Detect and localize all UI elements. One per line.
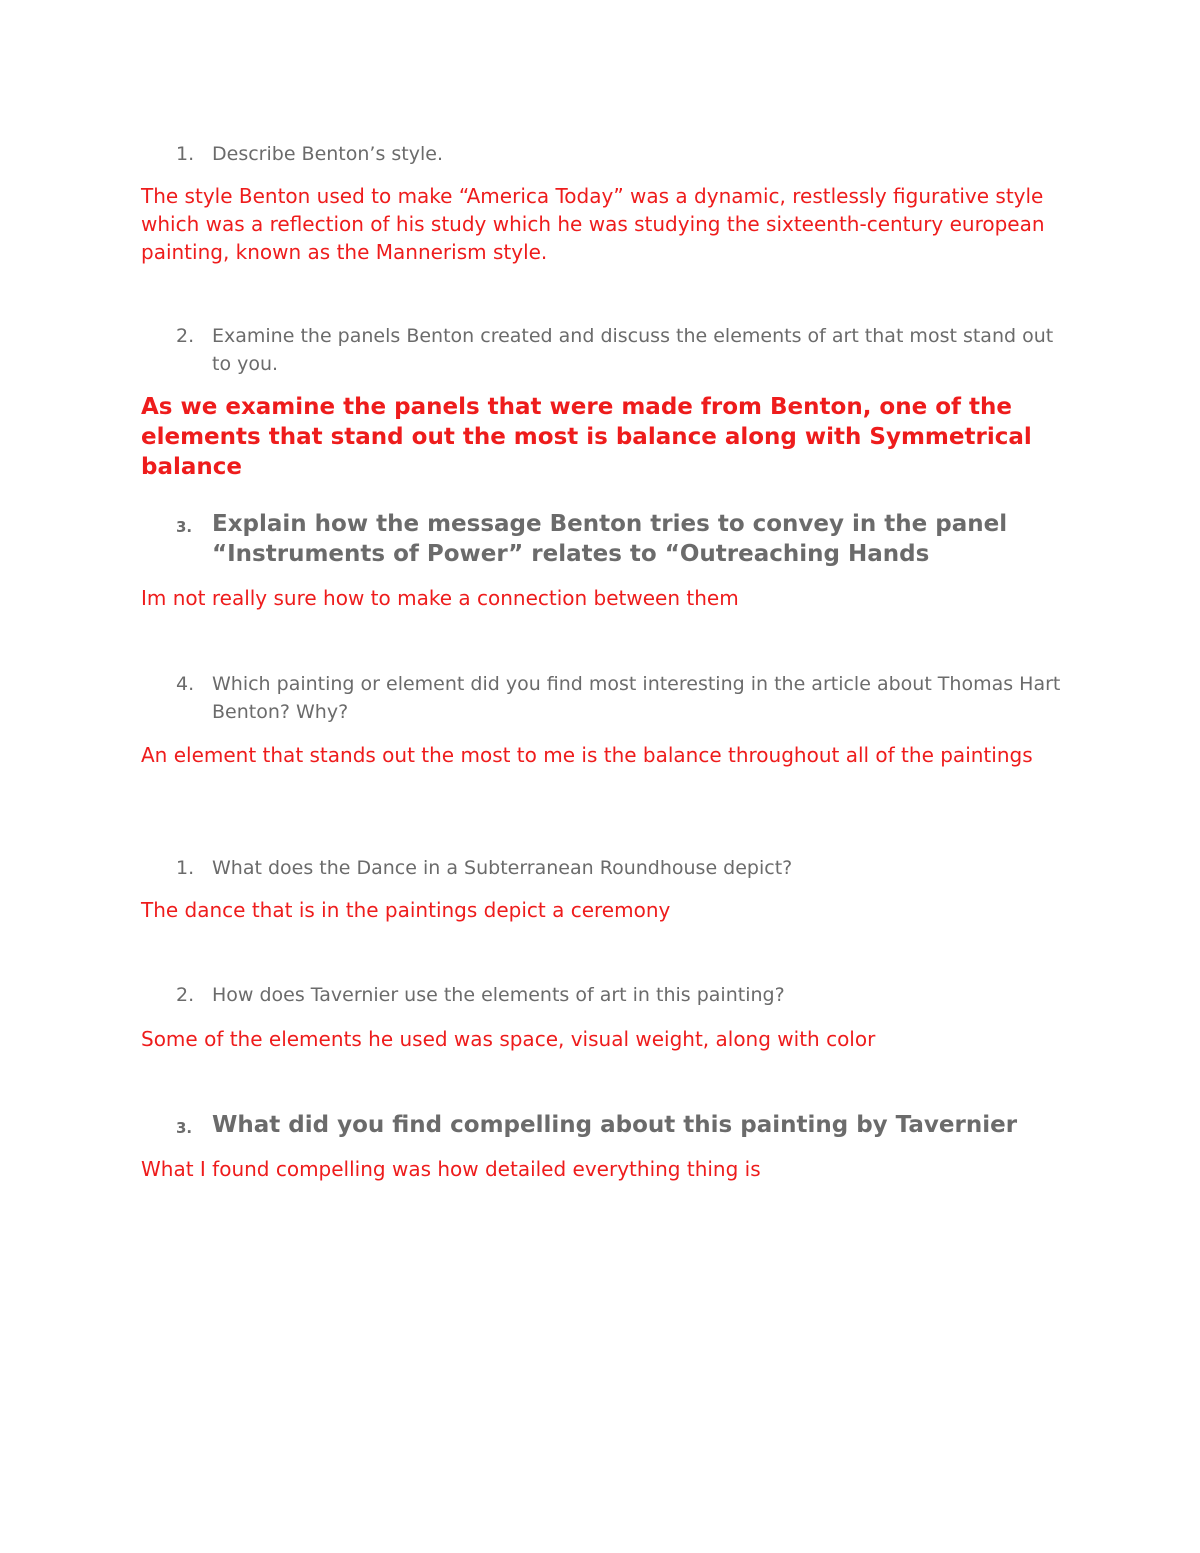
question-7 [176, 1110, 1076, 1140]
question-text: Explain how the message Benton tries to convey in the panel “Instruments of Power” relates to “Outreaching Hands [212, 511, 1008, 567]
question-1 [176, 140, 1076, 168]
answer-7: What I found compelling was how detailed everything thing is [141, 1157, 761, 1181]
question-number: 2. [176, 325, 195, 347]
question-5 [176, 854, 1076, 882]
question-2 [176, 322, 1076, 378]
question-number: 1. [176, 143, 195, 165]
question-text: What did you find compelling about this painting by Tavernier [212, 1112, 1018, 1138]
question-6 [176, 981, 1076, 1009]
question-4 [176, 670, 1076, 726]
question-number: 3. [176, 1119, 193, 1137]
question-number: 1. [176, 857, 195, 879]
question-number: 2. [176, 984, 195, 1006]
question-text: Which painting or element did you find most interesting in the article about Thomas Hart Benton? Why? [212, 673, 1061, 723]
answer-5: The dance that is in the paintings depict a ceremony [141, 898, 671, 922]
question-text: Describe Benton’s style. [212, 143, 444, 165]
answer-6: Some of the elements he used was space, visual weight, along with color [141, 1027, 876, 1051]
question-number: 3. [176, 518, 193, 536]
question-3 [176, 509, 1076, 569]
question-text: Examine the panels Benton created and discuss the elements of art that most stand out to you. [212, 325, 1054, 375]
question-text: How does Tavernier use the elements of art in this painting? [212, 984, 785, 1006]
answer-4: An element that stands out the most to me is the balance throughout all of the paintings [141, 743, 1033, 767]
question-number: 4. [176, 673, 195, 695]
question-text: What does the Dance in a Subterranean Roundhouse depict? [212, 857, 793, 879]
answer-3: Im not really sure how to make a connection between them [141, 586, 739, 610]
answer-1: The style Benton used to make “America Today” was a dynamic, restlessly figurative style which was a reflection of his study which he was studying the sixteenth-century european painting, known as the Mannerism style. [141, 184, 1045, 264]
answer-2: As we examine the panels that were made from Benton, one of the elements that stand out the most is balance along with Symmetrical balance [141, 394, 1032, 480]
